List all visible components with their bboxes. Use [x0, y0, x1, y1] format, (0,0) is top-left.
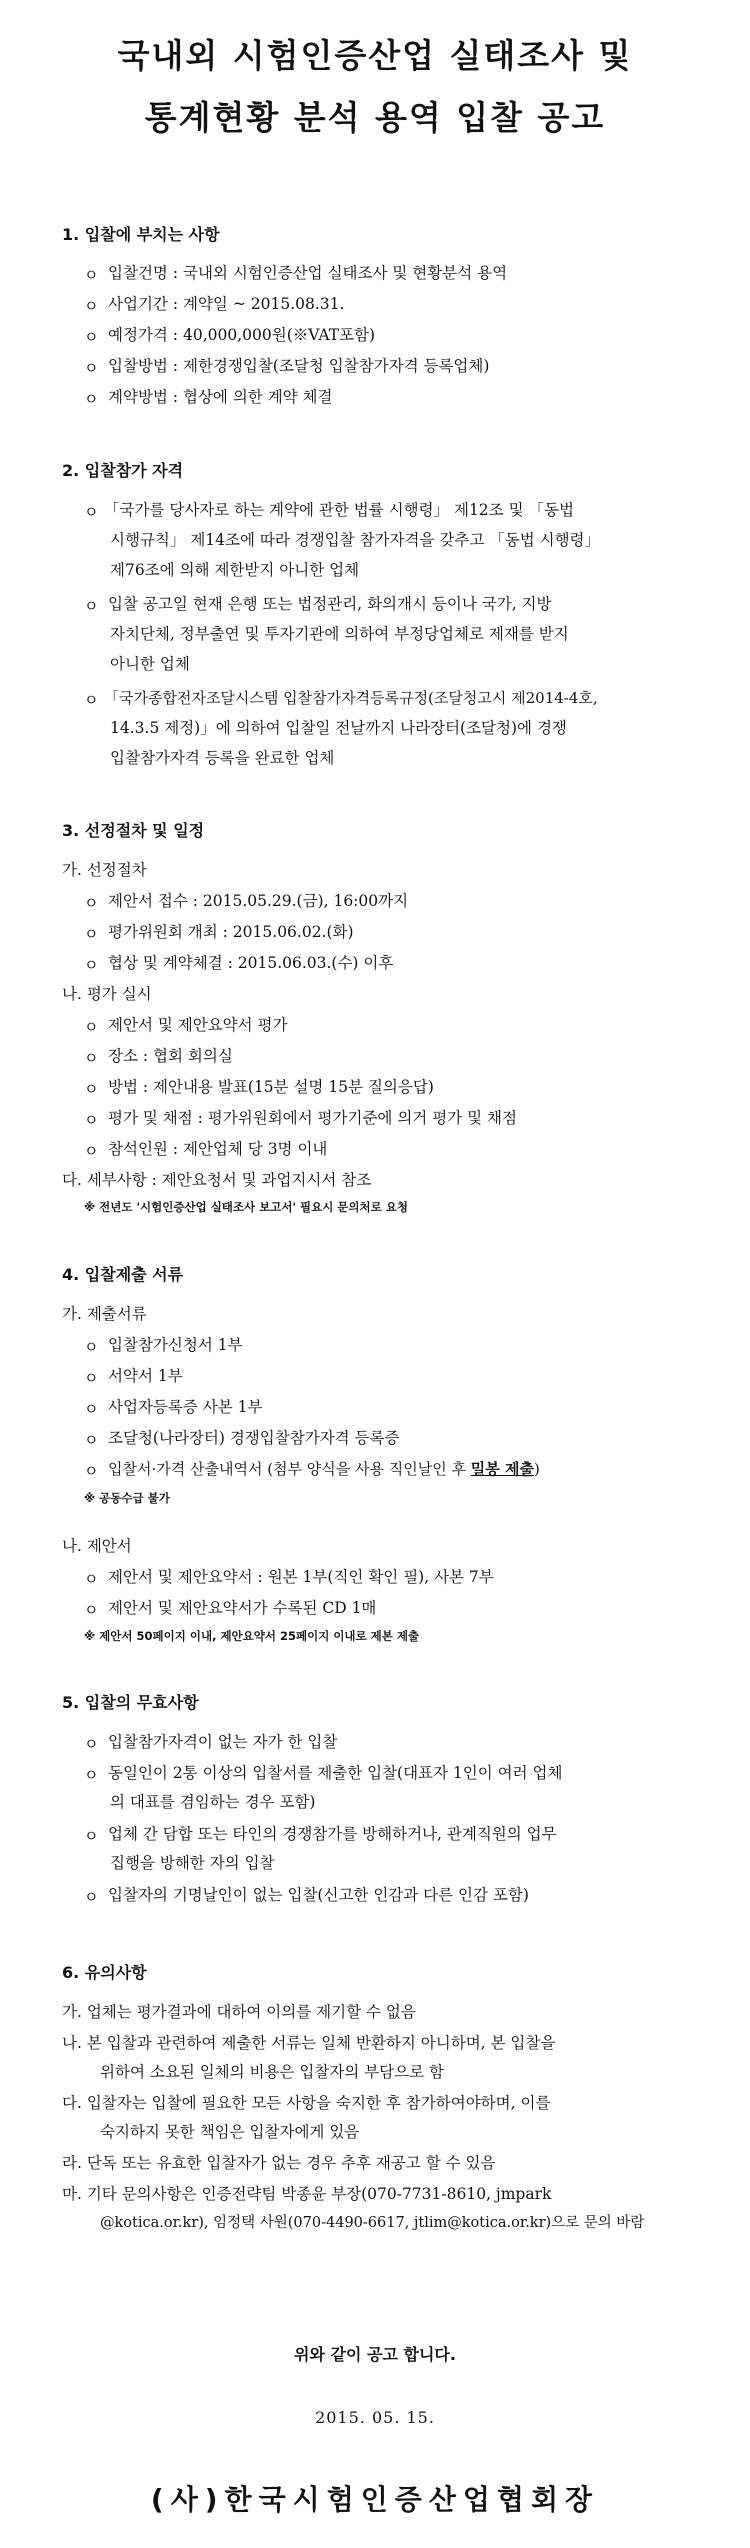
bullet: ㅇ	[84, 597, 99, 615]
bullet: ㅇ	[84, 1142, 99, 1160]
bullet: ㅇ	[84, 1888, 99, 1906]
s6-da: 숙지하지 못한 책임은 입찰자에게 있음	[100, 2123, 360, 2141]
s1-item: 계약방법 : 협상에 의한 계약 체결	[108, 388, 333, 406]
bullet: ㅇ	[84, 297, 99, 315]
bullet: ㅇ	[84, 1827, 99, 1845]
s5-item: 입찰자의 기명날인이 없는 입찰(신고한 인감과 다른 인감 포함)	[108, 1886, 529, 1904]
bullet: ㅇ	[84, 1049, 99, 1067]
s6-ra: 라. 단독 또는 유효한 입찰자가 없는 경우 추후 재공고 할 수 있음	[62, 2154, 496, 2172]
s2-p1-line: 「국가를 당사자로 하는 계약에 관한 법률 시행령」 제12조 및 「동법	[104, 501, 574, 519]
s1-item: 입찰건명 : 국내외 시험인증산업 실태조사 및 현황분석 용역	[108, 264, 508, 282]
s5-item: 집행을 방해한 자의 입찰	[110, 1854, 275, 1872]
bullet: ㅇ	[84, 390, 99, 408]
s2-p2-line: 입찰 공고일 현재 은행 또는 법정관리, 화의개시 등이나 국가, 지방	[108, 595, 552, 613]
bullet: ㅇ	[84, 894, 99, 912]
s6-ma: @kotica.or.kr), 임정택 사원(070-4490-6617, jtlim@kotica.or.kr)으로 문의 바람	[100, 2215, 645, 2231]
s2-p3-line: 14.3.5 제정)」에 의하여 입찰일 전날까지 나라장터(조달청)에 경쟁	[110, 719, 567, 737]
bullet: ㅇ	[84, 1735, 99, 1753]
closing-notice: 위와 같이 공고 합니다.	[294, 2345, 456, 2364]
title-line-2: 통계현황 분석 용역 입찰 공고	[144, 98, 606, 137]
bullet: ㅇ	[84, 1369, 99, 1387]
bullet: ㅇ	[84, 1601, 99, 1619]
s3-ga-item: 협상 및 계약체결 : 2015.06.03.(수) 이후	[108, 954, 394, 972]
s5-item: 동일인이 2통 이상의 입찰서를 제출한 입찰(대표자 1인이 여러 업체	[108, 1764, 563, 1782]
s2-p1-line: 시행규칙」 제14조에 따라 경쟁입찰 참가자격을 갖추고 「동법 시행령」	[110, 531, 601, 549]
bullet: ㅇ	[84, 1570, 99, 1588]
title-line-1: 국내외 시험인증산업 실태조사 및	[117, 36, 633, 75]
s3-na-item: 참석인원 : 제안업체 당 3명 이내	[108, 1140, 328, 1158]
section-5-heading: 5. 입찰의 무효사항	[62, 1693, 199, 1712]
s5-item: 업체 간 담합 또는 타인의 경쟁참가를 방해하거나, 관계직원의 업무	[108, 1825, 557, 1843]
s6-da: 다. 입찰자는 입찰에 필요한 모든 사항을 숙지한 후 참가하여야하며, 이를	[62, 2094, 551, 2112]
s4-na-item: 제안서 및 제안요약서가 수록된 CD 1매	[108, 1599, 377, 1617]
s3-na-item: 장소 : 협회 회의실	[108, 1047, 233, 1065]
s4-item-5-close: )	[533, 1460, 540, 1478]
bullet: ㅇ	[84, 1111, 99, 1129]
s3-da: 다. 세부사항 : 제안요청서 및 과업지시서 참조	[62, 1171, 372, 1189]
s2-p2-line: 아니한 업체	[110, 655, 190, 673]
s3-note: ※ 전년도 '시험인증산업 실태조사 보고서' 필요시 문의처로 요청	[84, 1200, 408, 1214]
s3-na: 나. 평가 실시	[62, 985, 152, 1003]
sealed-submission-emphasis: 밀봉 제출	[470, 1460, 534, 1478]
s6-na: 위하여 소요된 일체의 비용은 입찰자의 부담으로 함	[100, 2063, 444, 2081]
bullet: ㅇ	[84, 328, 99, 346]
s4-ga-item: 사업자등록증 사본 1부	[108, 1398, 263, 1416]
s4-ga: 가. 제출서류	[62, 1305, 147, 1323]
section-3-heading: 3. 선정절차 및 일정	[62, 821, 205, 840]
s3-ga-item: 제안서 접수 : 2015.05.29.(금), 16:00까지	[108, 892, 409, 910]
s4-ga-item: 서약서 1부	[108, 1367, 183, 1385]
s3-na-item: 방법 : 제안내용 발표(15분 설명 15분 질의응답)	[108, 1078, 434, 1096]
s2-p1-line: 제76조에 의해 제한받지 아니한 업체	[110, 561, 360, 579]
s2-p2-line: 자치단체, 정부출연 및 투자기관에 의하여 부정당업체로 제재를 받지	[110, 625, 569, 643]
s4-note-1: ※ 공동수급 불가	[84, 1491, 170, 1505]
section-1-heading: 1. 입찰에 부치는 사항	[62, 225, 220, 244]
s4-item-5-text: 입찰서·가격 산출내역서 (첨부 양식을 사용 직인날인 후	[108, 1460, 471, 1478]
announcement-date: 2015. 05. 15.	[315, 2408, 435, 2427]
s1-item: 입찰방법 : 제한경쟁입찰(조달청 입찰참가자격 등록업체)	[108, 357, 490, 375]
s3-ga-item: 평가위원회 개최 : 2015.06.02.(화)	[108, 923, 354, 941]
bullet: ㅇ	[84, 956, 99, 974]
s3-na-item: 제안서 및 제안요약서 평가	[108, 1016, 288, 1034]
s3-na-item: 평가 및 채점 : 평가위원회에서 평가기준에 의거 평가 및 채점	[108, 1109, 517, 1127]
bullet: ㅇ	[84, 925, 99, 943]
bullet: ㅇ	[84, 1338, 99, 1356]
section-4-heading: 4. 입찰제출 서류	[62, 1265, 184, 1284]
s5-item: 의 대표를 겸임하는 경우 포함)	[110, 1793, 316, 1811]
bullet: ㅇ	[84, 1018, 99, 1036]
section-2-heading: 2. 입찰참가 자격	[62, 461, 184, 480]
s2-p3-line: 입찰참가자격 등록을 완료한 업체	[110, 749, 335, 767]
bullet: ㅇ	[84, 1431, 99, 1449]
s4-ga-item: 입찰참가신청서 1부	[108, 1336, 243, 1354]
bullet: ㅇ	[84, 503, 99, 521]
organization-name: (사)한국시험인증산업협회장	[150, 2483, 600, 2516]
s4-na-item: 제안서 및 제안요약서 : 원본 1부(직인 확인 필), 사본 7부	[108, 1568, 494, 1586]
s5-item: 입찰참가자격이 없는 자가 한 입찰	[108, 1733, 338, 1751]
bullet: ㅇ	[84, 1766, 99, 1784]
bullet: ㅇ	[84, 1400, 99, 1418]
s1-item: 예정가격 : 40,000,000원(※VAT포함)	[108, 326, 376, 344]
s6-ga: 가. 업체는 평가결과에 대하여 이의를 제기할 수 없음	[62, 2003, 416, 2021]
s4-note-2: ※ 제안서 50페이지 이내, 제안요약서 25페이지 이내로 제본 제출	[84, 1629, 420, 1643]
s2-p3-line: 「국가종합전자조달시스템 입찰참가자격등록규정(조달청고시 제2014-4호,	[104, 689, 598, 707]
bullet: ㅇ	[84, 1080, 99, 1098]
s4-ga-item: 조달청(나라장터) 경쟁입찰참가자격 등록증	[108, 1429, 400, 1447]
bullet: ㅇ	[84, 266, 99, 284]
s3-ga: 가. 선정절차	[62, 861, 147, 879]
s4-item-5	[108, 1459, 540, 1479]
section-6-heading: 6. 유의사항	[62, 1963, 147, 1982]
s4-na: 나. 제안서	[62, 1537, 132, 1555]
bullet: ㅇ	[84, 691, 99, 709]
bullet: ㅇ	[84, 1462, 99, 1480]
bullet: ㅇ	[84, 359, 99, 377]
s6-na: 나. 본 입찰과 관련하여 제출한 서류는 일체 반환하지 아니하며, 본 입찰을	[62, 2034, 556, 2052]
s1-item: 사업기간 : 계약일 ~ 2015.08.31.	[108, 295, 345, 313]
s6-ma: 마. 기타 문의사항은 인증전략팀 박종윤 부장(070-7731-8610, jmpark	[62, 2185, 552, 2203]
